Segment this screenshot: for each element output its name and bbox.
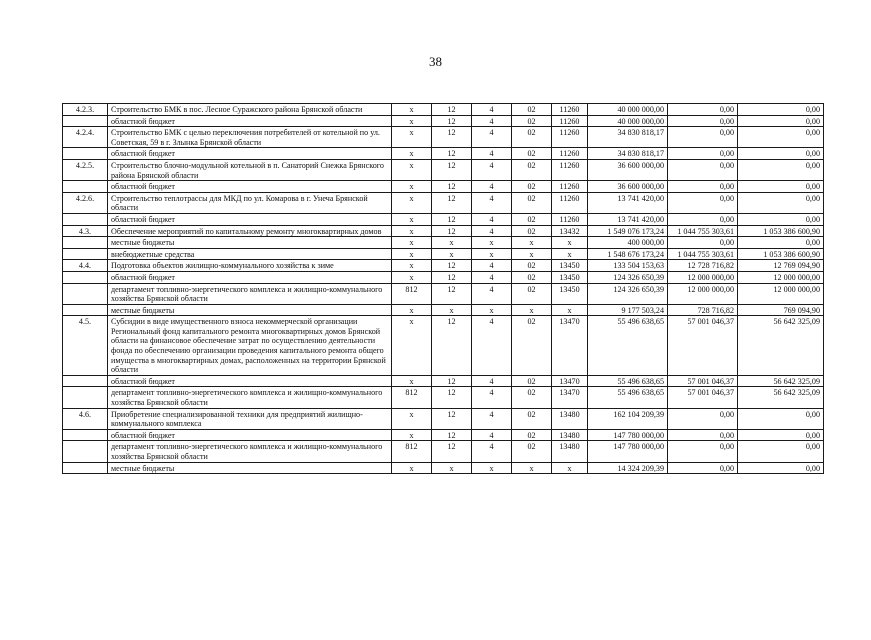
code-program: 02	[512, 316, 552, 376]
code-program: х	[512, 248, 552, 260]
value-year-3: 56 642 325,09	[738, 375, 824, 387]
code-grbs: х	[392, 304, 432, 316]
table-row	[63, 213, 824, 225]
code-grbs: х	[392, 181, 432, 193]
code-section: 12	[432, 316, 472, 376]
table-row	[63, 260, 824, 272]
value-year-2: 0,00	[668, 462, 738, 474]
table-row	[63, 148, 824, 160]
code-direction: 13450	[552, 283, 588, 304]
code-program: 02	[512, 225, 552, 237]
row-name: Строительство БМК с целью переключения потребителей от котельной по ул. Советская, 59 в г. Злынка Брянской области	[108, 127, 392, 148]
code-program: 02	[512, 429, 552, 441]
page-number: 38	[429, 54, 442, 69]
value-year-1: 55 496 638,65	[588, 316, 668, 376]
code-direction: х	[552, 304, 588, 316]
code-grbs: х	[392, 213, 432, 225]
row-name: областной бюджет	[108, 429, 392, 441]
row-name: областной бюджет	[108, 213, 392, 225]
row-name: департамент топливно-энергетического комплекса и жилищно-коммунального хозяйства Брянской области	[108, 283, 392, 304]
row-name: внебюджетные средства	[108, 248, 392, 260]
code-subsection: 4	[472, 148, 512, 160]
code-grbs: 812	[392, 441, 432, 462]
row-number	[63, 429, 108, 441]
value-year-1: 40 000 000,00	[588, 115, 668, 127]
row-name: Субсидии в виде имущественного взноса некоммерческой организации Региональный фонд капитального ремонта многоквартирных домов Брянской области на финансовое обеспечение затрат по осуществлению деятельности фонда по обеспечению организации проведения капитального ремонта общего имущества в многоквартирных домах, расположенных на территории Брянской области	[108, 316, 392, 376]
code-grbs: х	[392, 408, 432, 429]
value-year-1: 133 504 153,63	[588, 260, 668, 272]
value-year-3: 0,00	[738, 148, 824, 160]
code-grbs: х	[392, 159, 432, 180]
code-section: 12	[432, 429, 472, 441]
table-row	[63, 316, 824, 376]
row-number	[63, 387, 108, 408]
value-year-1: 36 600 000,00	[588, 159, 668, 180]
row-name: местные бюджеты	[108, 462, 392, 474]
code-direction: 13480	[552, 441, 588, 462]
value-year-3: 0,00	[738, 159, 824, 180]
value-year-1: 14 324 209,39	[588, 462, 668, 474]
code-subsection: х	[472, 237, 512, 249]
code-program: 02	[512, 127, 552, 148]
row-number	[63, 248, 108, 260]
code-direction: 13470	[552, 387, 588, 408]
code-direction: 13470	[552, 316, 588, 376]
code-subsection: 4	[472, 375, 512, 387]
table-row	[63, 304, 824, 316]
row-number	[63, 148, 108, 160]
value-year-2: 57 001 046,37	[668, 375, 738, 387]
code-subsection: 4	[472, 181, 512, 193]
value-year-2: 1 044 755 303,61	[668, 248, 738, 260]
code-program: 02	[512, 213, 552, 225]
value-year-3: 0,00	[738, 192, 824, 213]
row-number	[63, 441, 108, 462]
value-year-2: 0,00	[668, 429, 738, 441]
row-number	[63, 283, 108, 304]
code-grbs: х	[392, 192, 432, 213]
value-year-3: 0,00	[738, 127, 824, 148]
code-subsection: 4	[472, 260, 512, 272]
value-year-1: 34 830 818,17	[588, 148, 668, 160]
code-section: х	[432, 248, 472, 260]
code-section: 12	[432, 283, 472, 304]
row-name: Строительство блочно-модульной котельной в п. Санаторий Снежка Брянского района Брянской области	[108, 159, 392, 180]
row-name: областной бюджет	[108, 115, 392, 127]
code-section: 12	[432, 260, 472, 272]
code-grbs: х	[392, 429, 432, 441]
code-direction: 11260	[552, 148, 588, 160]
code-grbs: х	[392, 148, 432, 160]
row-number: 4.2.3.	[63, 104, 108, 116]
code-subsection: 4	[472, 271, 512, 283]
table-row	[63, 225, 824, 237]
value-year-3: 0,00	[738, 237, 824, 249]
code-subsection: х	[472, 462, 512, 474]
value-year-3: 0,00	[738, 441, 824, 462]
code-program: х	[512, 237, 552, 249]
code-subsection: 4	[472, 159, 512, 180]
row-number: 4.2.5.	[63, 159, 108, 180]
code-program: 02	[512, 408, 552, 429]
value-year-2: 0,00	[668, 159, 738, 180]
value-year-3: 1 053 386 600,90	[738, 225, 824, 237]
value-year-1: 124 326 650,39	[588, 283, 668, 304]
code-grbs: х	[392, 462, 432, 474]
code-section: 12	[432, 408, 472, 429]
row-number: 4.3.	[63, 225, 108, 237]
value-year-1: 55 496 638,65	[588, 387, 668, 408]
value-year-2: 1 044 755 303,61	[668, 225, 738, 237]
value-year-1: 400 000,00	[588, 237, 668, 249]
code-program: 02	[512, 260, 552, 272]
code-direction: 13450	[552, 260, 588, 272]
value-year-2: 0,00	[668, 115, 738, 127]
code-direction: х	[552, 237, 588, 249]
code-program: 02	[512, 441, 552, 462]
code-grbs: х	[392, 127, 432, 148]
table-row	[63, 429, 824, 441]
code-grbs: х	[392, 237, 432, 249]
row-name: Обеспечение мероприятий по капитальному ремонту многоквартирных домов	[108, 225, 392, 237]
code-section: 12	[432, 104, 472, 116]
row-number: 4.2.4.	[63, 127, 108, 148]
table-row	[63, 271, 824, 283]
code-grbs: х	[392, 260, 432, 272]
value-year-2: 12 728 716,82	[668, 260, 738, 272]
code-section: 12	[432, 159, 472, 180]
code-grbs: х	[392, 115, 432, 127]
code-grbs: х	[392, 248, 432, 260]
code-direction: 11260	[552, 159, 588, 180]
code-direction: 11260	[552, 104, 588, 116]
value-year-2: 57 001 046,37	[668, 387, 738, 408]
table-row	[63, 181, 824, 193]
code-section: 12	[432, 115, 472, 127]
code-direction: 11260	[552, 127, 588, 148]
value-year-1: 162 104 209,39	[588, 408, 668, 429]
row-number: 4.4.	[63, 260, 108, 272]
code-subsection: 4	[472, 316, 512, 376]
value-year-2: 0,00	[668, 127, 738, 148]
code-program: х	[512, 304, 552, 316]
code-subsection: 4	[472, 283, 512, 304]
code-subsection: 4	[472, 127, 512, 148]
code-section: 12	[432, 271, 472, 283]
code-grbs: х	[392, 375, 432, 387]
value-year-2: 57 001 046,37	[668, 316, 738, 376]
row-name: департамент топливно-энергетического комплекса и жилищно-коммунального хозяйства Брянской области	[108, 441, 392, 462]
table-row	[63, 441, 824, 462]
value-year-3: 0,00	[738, 429, 824, 441]
value-year-3: 0,00	[738, 462, 824, 474]
row-name: областной бюджет	[108, 181, 392, 193]
code-subsection: 4	[472, 429, 512, 441]
table-row	[63, 387, 824, 408]
code-program: 02	[512, 181, 552, 193]
code-direction: 11260	[552, 181, 588, 193]
value-year-2: 0,00	[668, 408, 738, 429]
code-section: 12	[432, 181, 472, 193]
row-name: Приобретение специализированной техники для предприятий жилищно-коммунального комплекса	[108, 408, 392, 429]
code-subsection: 4	[472, 441, 512, 462]
row-name: областной бюджет	[108, 148, 392, 160]
code-program: 02	[512, 159, 552, 180]
code-grbs: 812	[392, 387, 432, 408]
code-program: х	[512, 462, 552, 474]
code-program: 02	[512, 192, 552, 213]
row-name: Строительство теплотрассы для МКД по ул. Комарова в г. Унеча Брянской области	[108, 192, 392, 213]
value-year-2: 0,00	[668, 104, 738, 116]
code-subsection: 4	[472, 213, 512, 225]
code-section: 12	[432, 375, 472, 387]
code-section: 12	[432, 127, 472, 148]
value-year-2: 0,00	[668, 213, 738, 225]
row-number	[63, 181, 108, 193]
code-subsection: 4	[472, 387, 512, 408]
code-grbs: х	[392, 316, 432, 376]
value-year-3: 56 642 325,09	[738, 387, 824, 408]
value-year-1: 40 000 000,00	[588, 104, 668, 116]
code-direction: 13432	[552, 225, 588, 237]
value-year-1: 36 600 000,00	[588, 181, 668, 193]
code-section: х	[432, 462, 472, 474]
code-direction: 13480	[552, 429, 588, 441]
code-subsection: 4	[472, 192, 512, 213]
row-number: 4.2.6.	[63, 192, 108, 213]
value-year-3: 0,00	[738, 115, 824, 127]
value-year-1: 9 177 503,24	[588, 304, 668, 316]
code-program: 02	[512, 387, 552, 408]
code-program: 02	[512, 375, 552, 387]
value-year-3: 1 053 386 600,90	[738, 248, 824, 260]
table-row	[63, 159, 824, 180]
code-direction: 11260	[552, 115, 588, 127]
code-section: 12	[432, 441, 472, 462]
code-subsection: 4	[472, 104, 512, 116]
code-grbs: 812	[392, 283, 432, 304]
value-year-3: 0,00	[738, 213, 824, 225]
code-direction: 13450	[552, 271, 588, 283]
code-subsection: 4	[472, 115, 512, 127]
table-row	[63, 408, 824, 429]
code-program: 02	[512, 271, 552, 283]
row-name: департамент топливно-энергетического комплекса и жилищно-коммунального хозяйства Брянской области	[108, 387, 392, 408]
value-year-3: 56 642 325,09	[738, 316, 824, 376]
value-year-1: 147 780 000,00	[588, 429, 668, 441]
value-year-1: 1 549 076 173,24	[588, 225, 668, 237]
code-section: 12	[432, 192, 472, 213]
row-number	[63, 213, 108, 225]
budget-table	[62, 103, 824, 474]
table-row	[63, 192, 824, 213]
row-name: областной бюджет	[108, 375, 392, 387]
value-year-2: 0,00	[668, 148, 738, 160]
code-subsection: х	[472, 304, 512, 316]
table-row	[63, 283, 824, 304]
code-section: 12	[432, 225, 472, 237]
row-number: 4.5.	[63, 316, 108, 376]
code-direction: х	[552, 462, 588, 474]
row-name: местные бюджеты	[108, 237, 392, 249]
code-direction: 11260	[552, 213, 588, 225]
table-row	[63, 104, 824, 116]
code-grbs: х	[392, 225, 432, 237]
value-year-2: 12 000 000,00	[668, 271, 738, 283]
table-row	[63, 462, 824, 474]
code-subsection: 4	[472, 408, 512, 429]
code-program: 02	[512, 104, 552, 116]
value-year-1: 147 780 000,00	[588, 441, 668, 462]
value-year-3: 0,00	[738, 104, 824, 116]
value-year-2: 12 000 000,00	[668, 283, 738, 304]
value-year-1: 13 741 420,00	[588, 192, 668, 213]
value-year-3: 0,00	[738, 408, 824, 429]
value-year-2: 0,00	[668, 237, 738, 249]
code-subsection: х	[472, 248, 512, 260]
code-section: х	[432, 304, 472, 316]
table-row	[63, 237, 824, 249]
value-year-2: 0,00	[668, 181, 738, 193]
code-section: х	[432, 237, 472, 249]
value-year-3: 0,00	[738, 181, 824, 193]
value-year-3: 12 769 094,90	[738, 260, 824, 272]
code-program: 02	[512, 283, 552, 304]
value-year-2: 728 716,82	[668, 304, 738, 316]
code-section: 12	[432, 213, 472, 225]
value-year-3: 12 000 000,00	[738, 271, 824, 283]
row-name: Подготовка объектов жилищно-коммунального хозяйства к зиме	[108, 260, 392, 272]
value-year-1: 55 496 638,65	[588, 375, 668, 387]
value-year-1: 34 830 818,17	[588, 127, 668, 148]
row-name: областной бюджет	[108, 271, 392, 283]
row-number	[63, 462, 108, 474]
value-year-1: 13 741 420,00	[588, 213, 668, 225]
value-year-2: 0,00	[668, 441, 738, 462]
code-program: 02	[512, 115, 552, 127]
table-row	[63, 375, 824, 387]
code-direction: х	[552, 248, 588, 260]
value-year-3: 769 094,90	[738, 304, 824, 316]
value-year-1: 1 548 676 173,24	[588, 248, 668, 260]
row-number	[63, 271, 108, 283]
code-grbs: х	[392, 104, 432, 116]
row-number	[63, 115, 108, 127]
code-section: 12	[432, 148, 472, 160]
code-program: 02	[512, 148, 552, 160]
table-row	[63, 127, 824, 148]
table-row	[63, 115, 824, 127]
row-number	[63, 375, 108, 387]
row-name: местные бюджеты	[108, 304, 392, 316]
row-name: Строительство БМК в пос. Лесное Суражского района Брянской области	[108, 104, 392, 116]
code-direction: 13480	[552, 408, 588, 429]
value-year-1: 124 326 650,39	[588, 271, 668, 283]
code-direction: 13470	[552, 375, 588, 387]
row-number: 4.6.	[63, 408, 108, 429]
code-section: 12	[432, 387, 472, 408]
row-number	[63, 304, 108, 316]
value-year-3: 12 000 000,00	[738, 283, 824, 304]
code-subsection: 4	[472, 225, 512, 237]
table-row	[63, 248, 824, 260]
code-direction: 11260	[552, 192, 588, 213]
row-number	[63, 237, 108, 249]
value-year-2: 0,00	[668, 192, 738, 213]
code-grbs: х	[392, 271, 432, 283]
